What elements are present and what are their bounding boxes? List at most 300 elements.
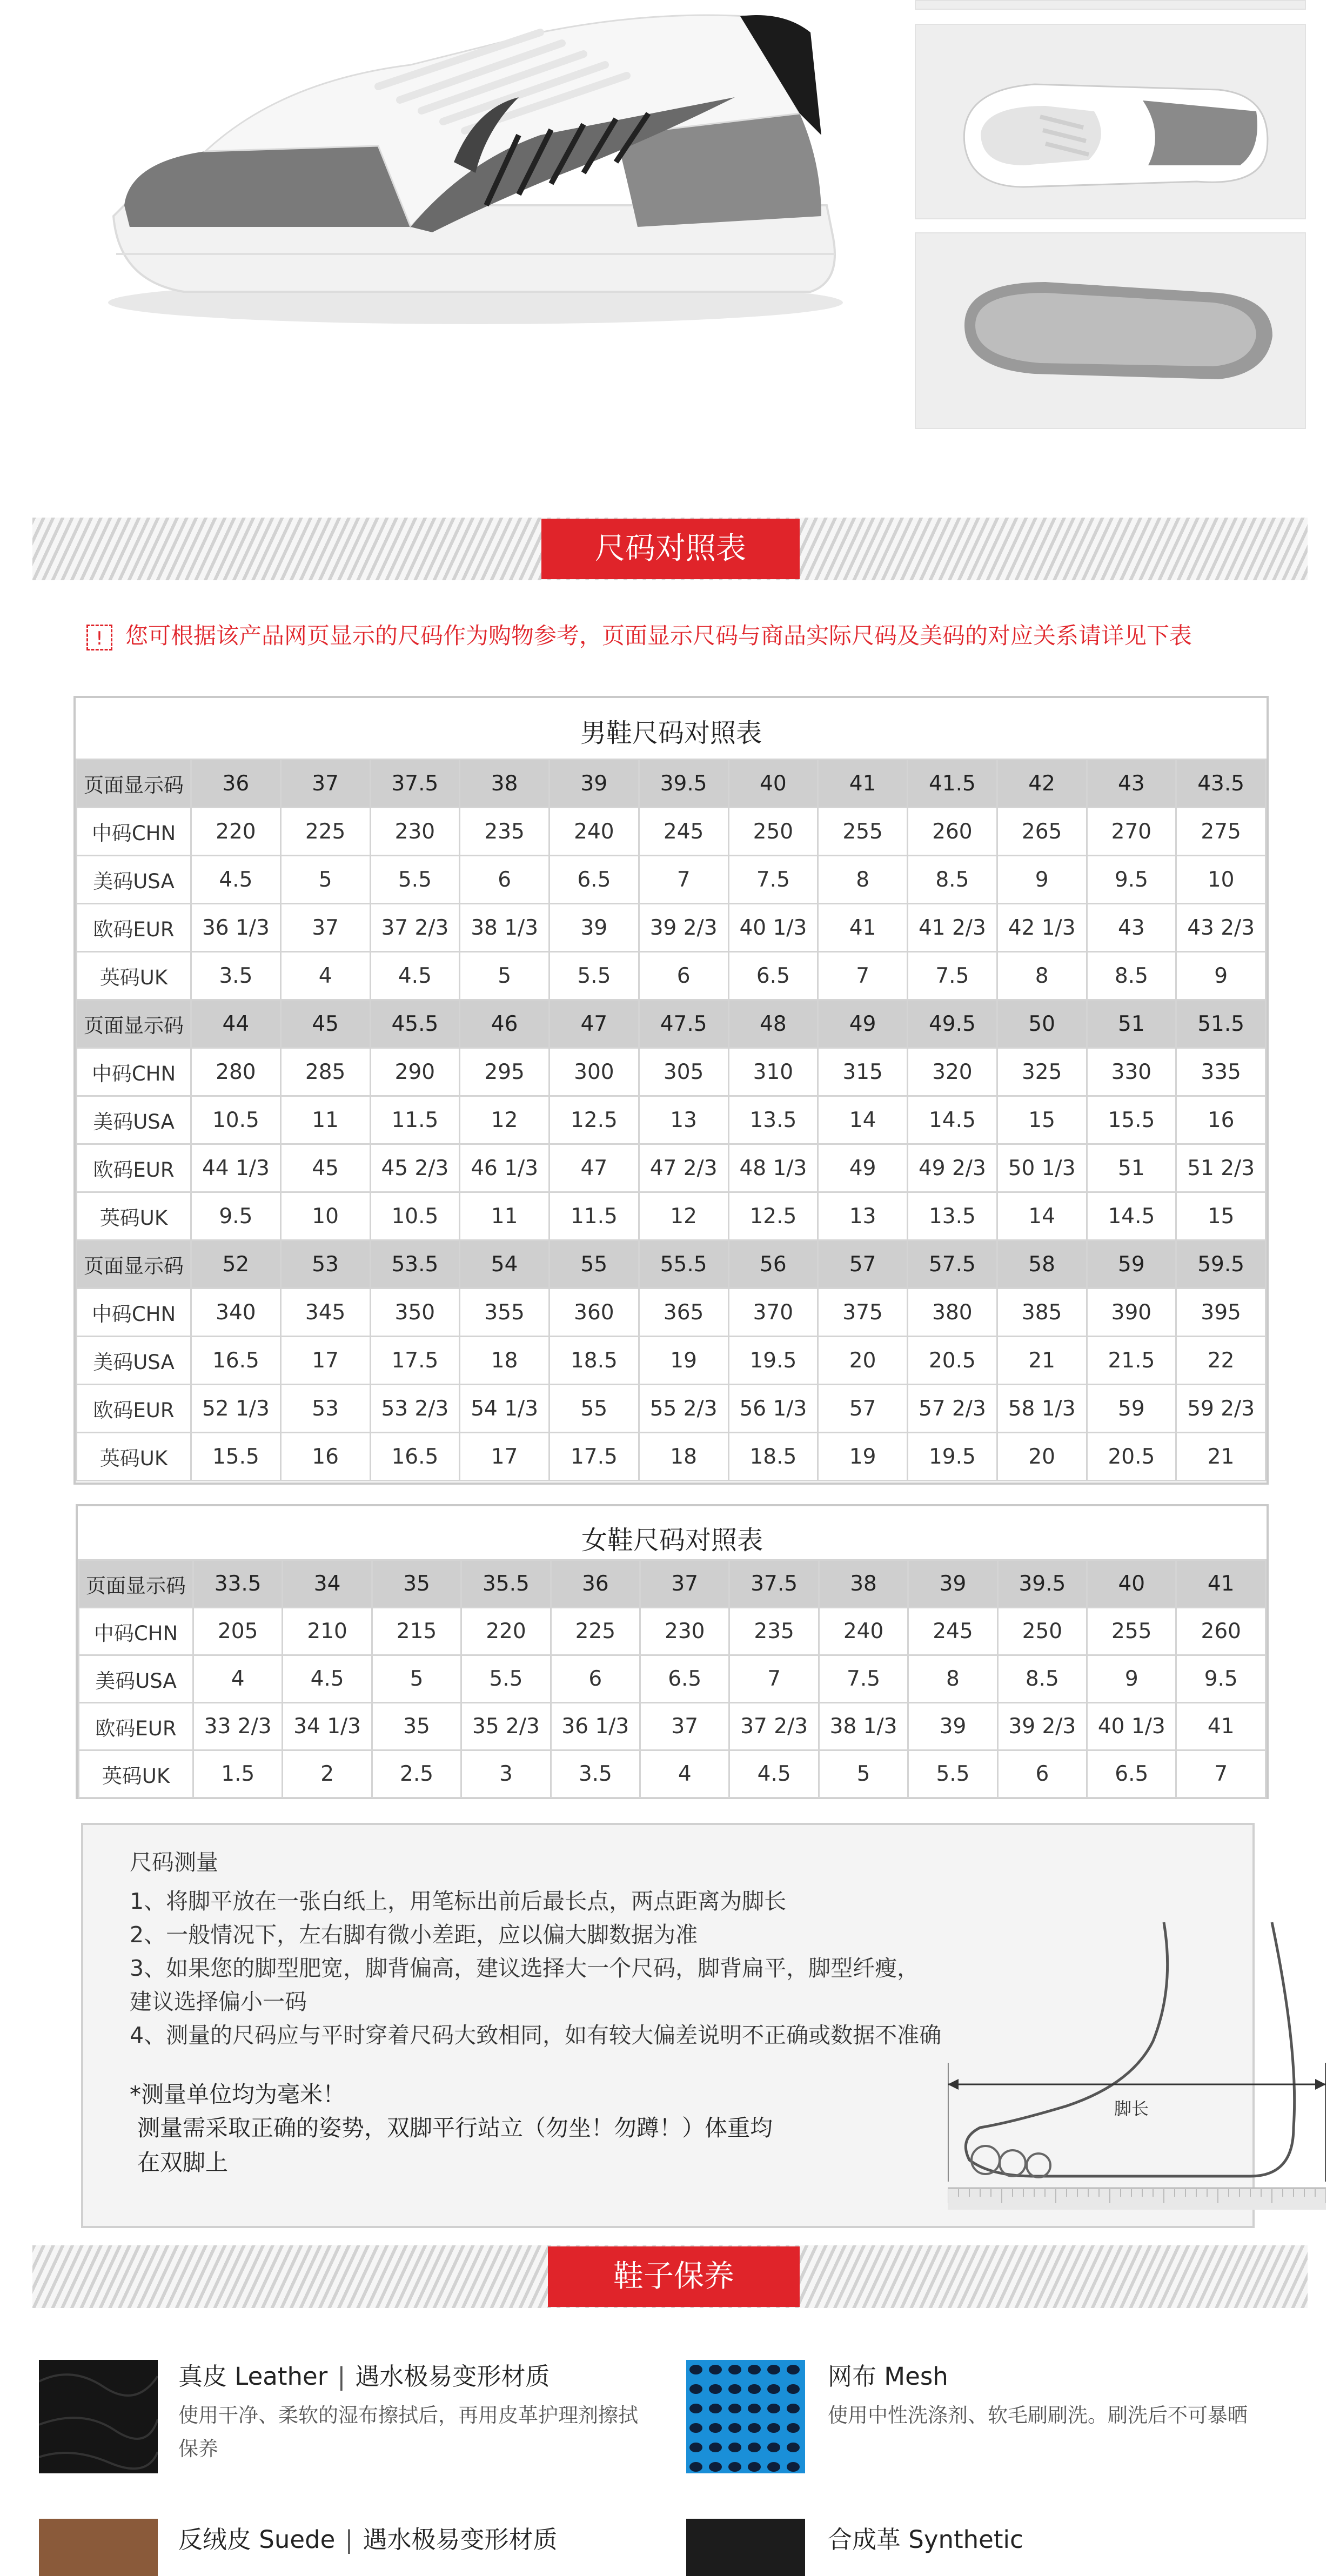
size-cell: 365 <box>639 1289 728 1337</box>
size-cell: 59 <box>1087 1385 1176 1433</box>
size-cell: 37 2/3 <box>370 904 460 952</box>
size-cell: 18 <box>460 1337 550 1385</box>
size-cell: 59.5 <box>1176 1240 1266 1289</box>
size-cell: 395 <box>1176 1289 1266 1337</box>
size-cell: 53 2/3 <box>370 1385 460 1433</box>
size-cell: 4.5 <box>729 1750 819 1798</box>
size-cell: 37 <box>640 1560 729 1608</box>
size-cell: 40 1/3 <box>728 904 818 952</box>
size-cell: 12 <box>639 1192 728 1240</box>
size-cell: 10.5 <box>191 1096 281 1144</box>
mens-row-usa <box>77 856 1266 904</box>
size-cell: 245 <box>908 1608 997 1655</box>
product-thumbnail-top[interactable] <box>915 0 1306 10</box>
size-cell: 53 <box>280 1385 370 1433</box>
size-cell: 53 <box>280 1240 370 1289</box>
size-cell: 15.5 <box>1087 1096 1176 1144</box>
size-cell: 59 <box>1087 1240 1176 1289</box>
size-cell: 16 <box>280 1433 370 1481</box>
size-cell: 51 <box>1087 1000 1176 1048</box>
size-cell: 41 <box>818 904 908 952</box>
size-cell: 19.5 <box>728 1337 818 1385</box>
size-cell: 41 <box>1176 1703 1266 1750</box>
size-cell: 215 <box>372 1608 461 1655</box>
size-cell: 38 1/3 <box>819 1703 908 1750</box>
size-cell: 47.5 <box>639 1000 728 1048</box>
size-cell: 220 <box>191 808 281 856</box>
mens-row-eur <box>77 1144 1266 1192</box>
row-label: 美码USA <box>77 1096 191 1144</box>
row-label: 欧码EUR <box>77 1385 191 1433</box>
size-cell: 330 <box>1087 1048 1176 1096</box>
size-cell: 4.5 <box>283 1655 372 1703</box>
size-cell: 6 <box>460 856 550 904</box>
size-cell: 54 <box>460 1240 550 1289</box>
size-cell: 55.5 <box>639 1240 728 1289</box>
size-cell: 355 <box>460 1289 550 1337</box>
size-cell: 5 <box>460 952 550 1000</box>
row-label: 英码UK <box>77 952 191 1000</box>
mesh-swatch <box>686 2360 805 2473</box>
size-cell: 8 <box>908 1655 997 1703</box>
size-cell: 3.5 <box>191 952 281 1000</box>
measurement-step-4: 4、测量的尺码应与平时穿着尺码大致相同，如有较大偏差说明不正确或数据不准确 <box>130 2022 942 2048</box>
size-cell: 315 <box>818 1048 908 1096</box>
size-cell: 7.5 <box>908 952 997 1000</box>
size-cell: 4.5 <box>191 856 281 904</box>
size-cell: 38 <box>460 760 550 808</box>
size-cell: 20.5 <box>1087 1433 1176 1481</box>
size-cell: 48 <box>728 1000 818 1048</box>
size-cell: 17.5 <box>370 1337 460 1385</box>
mens-row-eur <box>77 1385 1266 1433</box>
size-cell: 300 <box>550 1048 639 1096</box>
size-cell: 235 <box>460 808 550 856</box>
size-cell: 39 <box>550 760 639 808</box>
size-cell: 15.5 <box>191 1433 281 1481</box>
size-cell: 36 1/3 <box>551 1703 640 1750</box>
product-thumbnail-top-view[interactable] <box>915 24 1306 219</box>
row-label: 美码USA <box>79 1655 193 1703</box>
measurement-guide <box>81 1823 1255 2228</box>
size-cell: 37 2/3 <box>729 1703 819 1750</box>
size-cell: 11 <box>280 1096 370 1144</box>
size-cell: 1.5 <box>193 1750 283 1798</box>
measurement-step-3-cont: 建议选择偏小一码 <box>130 1989 307 2015</box>
size-cell: 240 <box>550 808 639 856</box>
size-cell: 230 <box>370 808 460 856</box>
size-cell: 2.5 <box>372 1750 461 1798</box>
separator-2: | <box>345 2525 353 2554</box>
size-cell: 17 <box>280 1337 370 1385</box>
size-cell: 55 <box>550 1385 639 1433</box>
size-cell: 41 <box>818 760 908 808</box>
size-cell: 7 <box>1176 1750 1266 1798</box>
measurement-step-3: 3、如果您的脚型肥宽，脚背偏高，建议选择大一个尺码，脚背扁平，脚型纤瘦， <box>130 1955 920 1981</box>
size-cell: 38 1/3 <box>460 904 550 952</box>
size-cell: 14 <box>818 1096 908 1144</box>
size-cell: 36 <box>191 760 281 808</box>
size-cell: 43 <box>1087 904 1176 952</box>
size-cell: 7 <box>818 952 908 1000</box>
size-cell: 240 <box>819 1608 908 1655</box>
size-cell: 47 2/3 <box>639 1144 728 1192</box>
size-cell: 14 <box>997 1192 1087 1240</box>
size-cell: 20 <box>818 1337 908 1385</box>
size-cell: 55 2/3 <box>639 1385 728 1433</box>
size-cell: 5.5 <box>461 1655 551 1703</box>
size-cell: 360 <box>550 1289 639 1337</box>
mens-row-usa <box>77 1337 1266 1385</box>
size-cell: 41.5 <box>908 760 997 808</box>
size-cell: 46 <box>460 1000 550 1048</box>
size-cell: 39.5 <box>639 760 728 808</box>
size-cell: 54 1/3 <box>460 1385 550 1433</box>
size-cell: 7.5 <box>819 1655 908 1703</box>
size-cell: 8 <box>818 856 908 904</box>
size-cell: 220 <box>461 1608 551 1655</box>
care-item-suede-title <box>178 2520 558 2555</box>
product-thumbnail-sole[interactable] <box>915 232 1306 429</box>
size-cell: 9 <box>997 856 1087 904</box>
size-cell: 5 <box>819 1750 908 1798</box>
womens-size-grid <box>78 1559 1267 1799</box>
size-cell: 50 1/3 <box>997 1144 1087 1192</box>
size-chart-notice-text: 您可根据该产品网页显示的尺码作为购物参考，页面显示尺码与商品实际尺码及美码的对应关系请详见下表 <box>125 622 1192 649</box>
size-cell: 18.5 <box>550 1337 639 1385</box>
size-cell: 49 <box>818 1144 908 1192</box>
mens-row-uk <box>77 952 1266 1000</box>
size-cell: 49 2/3 <box>908 1144 997 1192</box>
size-cell: 59 2/3 <box>1176 1385 1266 1433</box>
care-item-leather-desc: 使用干净、柔软的湿布擦拭后，再用皮革护理剂擦拭保养 <box>178 2404 638 2460</box>
measurement-step-2: 2、一般情况下，左右脚有微小差距，应以偏大脚数据为准 <box>130 1922 698 1948</box>
size-cell: 6 <box>997 1750 1087 1798</box>
mens-row-uk <box>77 1192 1266 1240</box>
size-cell: 350 <box>370 1289 460 1337</box>
mens-row-chn <box>77 1048 1266 1096</box>
leather-tag: 遇水极易变形材质 <box>355 2362 550 2391</box>
size-cell: 56 1/3 <box>728 1385 818 1433</box>
size-cell: 20.5 <box>908 1337 997 1385</box>
size-cell: 39 <box>550 904 639 952</box>
size-cell: 35 <box>372 1703 461 1750</box>
size-cell: 10 <box>280 1192 370 1240</box>
size-cell: 19 <box>639 1337 728 1385</box>
row-label: 页面显示码 <box>79 1560 193 1608</box>
size-cell: 9.5 <box>1087 856 1176 904</box>
size-cell: 39 2/3 <box>639 904 728 952</box>
size-cell: 225 <box>280 808 370 856</box>
size-cell: 255 <box>818 808 908 856</box>
size-cell: 17 <box>460 1433 550 1481</box>
size-cell: 10 <box>1176 856 1266 904</box>
size-cell: 13.5 <box>728 1096 818 1144</box>
size-cell: 8.5 <box>1087 952 1176 1000</box>
size-cell: 390 <box>1087 1289 1176 1337</box>
size-cell: 295 <box>460 1048 550 1096</box>
size-cell: 42 <box>997 760 1087 808</box>
size-cell: 280 <box>191 1048 281 1096</box>
row-label: 英码UK <box>77 1433 191 1481</box>
size-cell: 40 <box>728 760 818 808</box>
size-cell: 250 <box>728 808 818 856</box>
care-item-mesh-desc: 使用中性洗涤剂、软毛刷刷洗。刷洗后不可暴晒 <box>828 2404 1248 2427</box>
size-cell: 43 <box>1087 760 1176 808</box>
size-cell: 210 <box>283 1608 372 1655</box>
size-cell: 265 <box>997 808 1087 856</box>
size-cell: 41 2/3 <box>908 904 997 952</box>
womens-row-chn <box>79 1608 1266 1655</box>
size-cell: 335 <box>1176 1048 1266 1096</box>
size-cell: 260 <box>908 808 997 856</box>
row-label: 美码USA <box>77 856 191 904</box>
size-cell: 33.5 <box>193 1560 283 1608</box>
measurement-posture-note-cont: 在双脚上 <box>137 2149 229 2176</box>
size-cell: 52 <box>191 1240 281 1289</box>
size-cell: 16.5 <box>191 1337 281 1385</box>
size-cell: 52 1/3 <box>191 1385 281 1433</box>
size-cell: 320 <box>908 1048 997 1096</box>
size-cell: 380 <box>908 1289 997 1337</box>
size-cell: 11.5 <box>550 1192 639 1240</box>
size-cell: 39 <box>908 1560 997 1608</box>
size-cell: 48 1/3 <box>728 1144 818 1192</box>
mens-row-chn <box>77 1289 1266 1337</box>
separator: | <box>337 2362 346 2391</box>
size-cell: 7 <box>639 856 728 904</box>
product-main-photo <box>0 0 892 411</box>
size-cell: 33 2/3 <box>193 1703 283 1750</box>
care-item-mesh-title: 网布 Mesh <box>828 2362 948 2391</box>
size-cell: 13.5 <box>908 1192 997 1240</box>
size-cell: 36 <box>551 1560 640 1608</box>
synthetic-swatch <box>686 2519 805 2576</box>
size-cell: 7 <box>729 1655 819 1703</box>
leather-swatch <box>39 2360 158 2473</box>
size-cell: 44 <box>191 1000 281 1048</box>
size-cell: 3.5 <box>551 1750 640 1798</box>
warning-icon: ! <box>86 625 112 650</box>
foot-length-label: 脚长 <box>1114 2098 1149 2119</box>
care-section-title: 鞋子保养 <box>548 2246 800 2307</box>
size-cell: 15 <box>1176 1192 1266 1240</box>
size-cell: 58 1/3 <box>997 1385 1087 1433</box>
size-cell: 250 <box>997 1608 1087 1655</box>
size-cell: 4.5 <box>370 952 460 1000</box>
womens-row-usa <box>79 1655 1266 1703</box>
size-cell: 45 <box>280 1144 370 1192</box>
row-label: 中码CHN <box>77 808 191 856</box>
size-cell: 325 <box>997 1048 1087 1096</box>
size-cell: 39.5 <box>997 1560 1087 1608</box>
size-cell: 39 2/3 <box>997 1703 1087 1750</box>
mens-row-display <box>77 1240 1266 1289</box>
womens-row-uk <box>79 1750 1266 1798</box>
size-cell: 290 <box>370 1048 460 1096</box>
mens-size-grid <box>76 759 1267 1481</box>
row-label: 英码UK <box>79 1750 193 1798</box>
size-cell: 57.5 <box>908 1240 997 1289</box>
size-cell: 35 2/3 <box>461 1703 551 1750</box>
row-label: 欧码EUR <box>79 1703 193 1750</box>
row-label: 欧码EUR <box>77 1144 191 1192</box>
size-cell: 5 <box>372 1655 461 1703</box>
size-cell: 49.5 <box>908 1000 997 1048</box>
suede-swatch <box>39 2519 158 2576</box>
size-cell: 51 2/3 <box>1176 1144 1266 1192</box>
size-cell: 47 <box>550 1144 639 1192</box>
size-cell: 57 <box>818 1385 908 1433</box>
size-cell: 56 <box>728 1240 818 1289</box>
size-cell: 18.5 <box>728 1433 818 1481</box>
size-cell: 345 <box>280 1289 370 1337</box>
size-cell: 22 <box>1176 1337 1266 1385</box>
size-cell: 50 <box>997 1000 1087 1048</box>
size-cell: 340 <box>191 1289 281 1337</box>
size-cell: 385 <box>997 1289 1087 1337</box>
leather-name: 真皮 Leather <box>178 2362 328 2391</box>
size-cell: 6.5 <box>550 856 639 904</box>
size-cell: 310 <box>728 1048 818 1096</box>
size-cell: 20 <box>997 1433 1087 1481</box>
size-cell: 39 <box>908 1703 997 1750</box>
measurement-unit-note: *测量单位均为毫米！ <box>130 2081 346 2108</box>
size-cell: 19.5 <box>908 1433 997 1481</box>
measurement-heading: 尺码测量 <box>130 1849 218 1875</box>
size-cell: 6.5 <box>728 952 818 1000</box>
size-cell: 285 <box>280 1048 370 1096</box>
size-cell: 51.5 <box>1176 1000 1266 1048</box>
womens-row-eur <box>79 1703 1266 1750</box>
foot-length-diagram <box>948 1922 1326 2214</box>
size-cell: 5.5 <box>550 952 639 1000</box>
size-cell: 6 <box>639 952 728 1000</box>
size-cell: 21 <box>997 1337 1087 1385</box>
row-label: 中码CHN <box>79 1608 193 1655</box>
size-cell: 34 1/3 <box>283 1703 372 1750</box>
size-cell: 9.5 <box>1176 1655 1266 1703</box>
size-cell: 7.5 <box>728 856 818 904</box>
row-label: 英码UK <box>77 1192 191 1240</box>
size-cell: 370 <box>728 1289 818 1337</box>
size-cell: 9 <box>1087 1655 1176 1703</box>
size-cell: 11 <box>460 1192 550 1240</box>
size-cell: 230 <box>640 1608 729 1655</box>
size-chart-notice <box>86 617 1275 655</box>
size-cell: 5 <box>280 856 370 904</box>
size-cell: 245 <box>639 808 728 856</box>
size-cell: 5.5 <box>370 856 460 904</box>
size-cell: 37 <box>280 760 370 808</box>
size-chart-section-title: 尺码对照表 <box>541 519 800 579</box>
size-cell: 235 <box>729 1608 819 1655</box>
row-label: 页面显示码 <box>77 1240 191 1289</box>
size-cell: 3 <box>461 1750 551 1798</box>
size-cell: 38 <box>819 1560 908 1608</box>
size-cell: 12 <box>460 1096 550 1144</box>
size-cell: 37 <box>640 1703 729 1750</box>
size-cell: 18 <box>639 1433 728 1481</box>
size-cell: 16 <box>1176 1096 1266 1144</box>
size-cell: 14.5 <box>1087 1192 1176 1240</box>
womens-size-table <box>76 1504 1269 1799</box>
size-cell: 13 <box>818 1192 908 1240</box>
suede-tag: 遇水极易变形材质 <box>363 2525 558 2554</box>
size-cell: 21 <box>1176 1433 1266 1481</box>
size-cell: 11.5 <box>370 1096 460 1144</box>
care-item-synthetic-title: 合成革 Synthetic <box>828 2525 1023 2554</box>
size-cell: 8 <box>997 952 1087 1000</box>
row-label: 中码CHN <box>77 1289 191 1337</box>
size-cell: 6.5 <box>640 1655 729 1703</box>
size-cell: 2 <box>283 1750 372 1798</box>
size-cell: 6.5 <box>1087 1750 1176 1798</box>
size-cell: 6 <box>551 1655 640 1703</box>
size-cell: 40 1/3 <box>1087 1703 1176 1750</box>
size-cell: 35.5 <box>461 1560 551 1608</box>
size-cell: 16.5 <box>370 1433 460 1481</box>
care-item-leather-title <box>178 2357 550 2392</box>
size-cell: 5.5 <box>908 1750 997 1798</box>
row-label: 页面显示码 <box>77 1000 191 1048</box>
size-cell: 255 <box>1087 1608 1176 1655</box>
measurement-step-1: 1、将脚平放在一张白纸上，用笔标出前后最长点，两点距离为脚长 <box>130 1888 787 1914</box>
measurement-posture-note: 测量需采取正确的姿势，双脚平行站立（勿坐！勿蹲！）体重均 <box>137 2115 773 2141</box>
size-cell: 15 <box>997 1096 1087 1144</box>
size-cell: 17.5 <box>550 1433 639 1481</box>
mens-table-title: 男鞋尺码对照表 <box>580 718 762 748</box>
size-cell: 46 1/3 <box>460 1144 550 1192</box>
size-cell: 9 <box>1176 952 1266 1000</box>
size-cell: 43.5 <box>1176 760 1266 808</box>
size-cell: 43 2/3 <box>1176 904 1266 952</box>
size-cell: 4 <box>280 952 370 1000</box>
size-cell: 37.5 <box>729 1560 819 1608</box>
size-cell: 45.5 <box>370 1000 460 1048</box>
mens-row-usa <box>77 1096 1266 1144</box>
size-cell: 275 <box>1176 808 1266 856</box>
size-cell: 53.5 <box>370 1240 460 1289</box>
size-cell: 4 <box>193 1655 283 1703</box>
row-label: 美码USA <box>77 1337 191 1385</box>
size-cell: 270 <box>1087 808 1176 856</box>
size-cell: 225 <box>551 1608 640 1655</box>
size-cell: 57 <box>818 1240 908 1289</box>
size-cell: 14.5 <box>908 1096 997 1144</box>
mens-row-display <box>77 760 1266 808</box>
size-cell: 40 <box>1087 1560 1176 1608</box>
row-label: 页面显示码 <box>77 760 191 808</box>
womens-row-display <box>79 1560 1266 1608</box>
size-cell: 13 <box>639 1096 728 1144</box>
mens-row-eur <box>77 904 1266 952</box>
row-label: 中码CHN <box>77 1048 191 1096</box>
size-cell: 42 1/3 <box>997 904 1087 952</box>
size-cell: 12.5 <box>728 1192 818 1240</box>
size-cell: 8.5 <box>997 1655 1087 1703</box>
womens-table-title: 女鞋尺码对照表 <box>581 1525 763 1555</box>
size-cell: 9.5 <box>191 1192 281 1240</box>
size-cell: 49 <box>818 1000 908 1048</box>
mens-row-uk <box>77 1433 1266 1481</box>
size-cell: 37.5 <box>370 760 460 808</box>
size-cell: 19 <box>818 1433 908 1481</box>
size-cell: 10.5 <box>370 1192 460 1240</box>
size-cell: 260 <box>1176 1608 1266 1655</box>
mens-size-table <box>73 696 1269 1485</box>
size-cell: 51 <box>1087 1144 1176 1192</box>
